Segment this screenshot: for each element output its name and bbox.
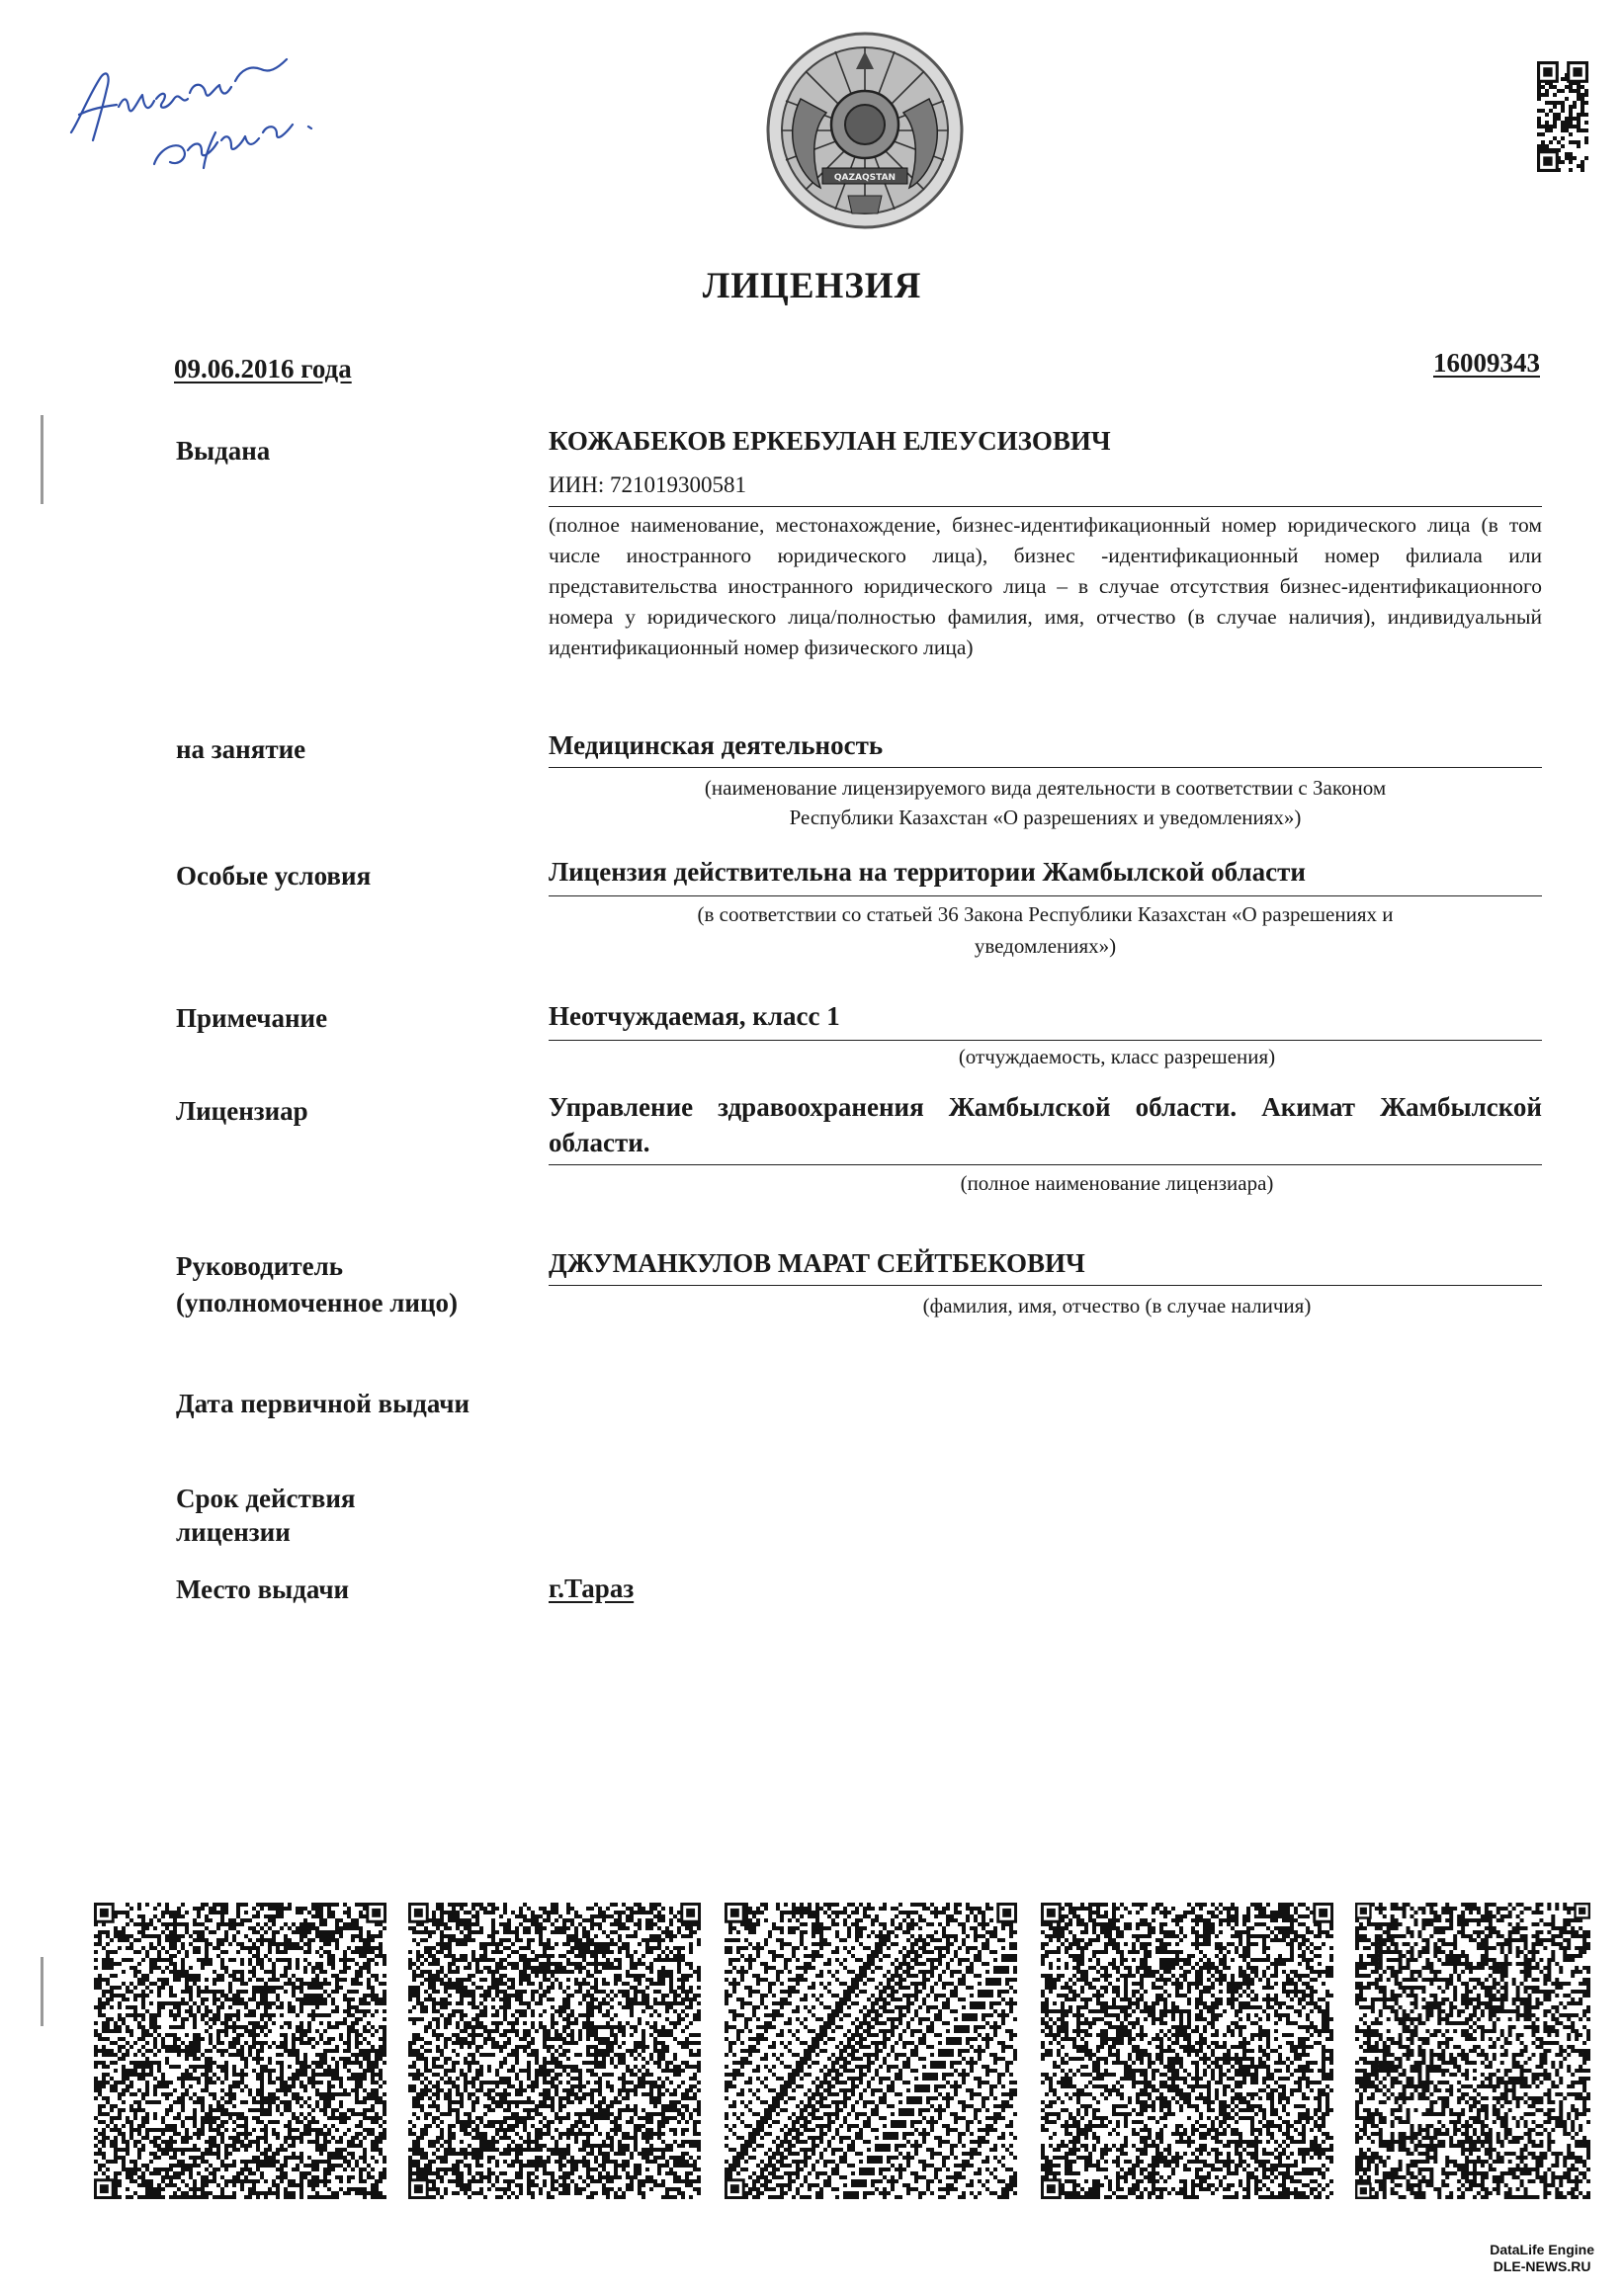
note-hint: (отчуждаемость, класс разрешения): [958, 1045, 1276, 1068]
qr-code-row: [94, 1903, 1591, 2199]
first-issue-label: Дата первичной выдачи: [176, 1389, 470, 1418]
watermark-line2: DLE-NEWS.RU: [1493, 2258, 1591, 2274]
qr-code-icon: [725, 1903, 1017, 2199]
validity-label-line2: лицензии: [176, 1517, 291, 1547]
field-underline: [549, 1285, 1542, 1286]
special-conditions-hint-line2: уведомлениях»): [974, 934, 1117, 958]
watermark-line1: DataLife Engine: [1490, 2242, 1594, 2257]
field-underline: [549, 1164, 1542, 1165]
licensor-label: Лицензиар: [176, 1096, 308, 1126]
qr-code-icon: [94, 1903, 386, 2199]
head-value: ДЖУМАНКУЛОВ МАРАТ СЕЙТБЕКОВИЧ: [549, 1248, 1085, 1278]
place-label: Место выдачи: [176, 1574, 350, 1604]
state-emblem-icon: [761, 30, 969, 232]
emblem-text: QAZAQSTAN: [833, 173, 897, 183]
qr-code-icon: [1537, 61, 1588, 172]
special-conditions-value: Лицензия действительна на территории Жамбылской области: [549, 857, 1306, 887]
head-label-line1: Руководитель: [176, 1251, 344, 1281]
document-title: ЛИЦЕНЗИЯ: [702, 266, 922, 306]
qr-code-icon: [1041, 1903, 1333, 2199]
issue-date: 09.06.2016 года: [174, 354, 352, 383]
special-conditions-label: Особые условия: [176, 861, 372, 891]
field-underline: [549, 767, 1542, 768]
license-number: 16009343: [1433, 348, 1540, 378]
validity-label-line1: Срок действия: [176, 1484, 356, 1513]
issued-to-label: Выдана: [176, 436, 271, 466]
field-underline: [549, 1040, 1542, 1041]
scan-edge-mark: [41, 1957, 43, 2026]
head-hint: (фамилия, имя, отчество (в случае наличия): [922, 1294, 1312, 1318]
watermark: [1490, 2242, 1594, 2275]
iin-value: ИИН: 721019300581: [549, 472, 746, 497]
field-underline: [549, 506, 1542, 507]
scan-edge-mark: [41, 415, 43, 504]
qr-code-icon: [1355, 1903, 1590, 2199]
licensor-hint: (полное наименование лицензиара): [960, 1171, 1274, 1195]
note-label: Примечание: [176, 1003, 328, 1033]
field-underline: [549, 895, 1542, 896]
note-value: Неотчуждаемая, класс 1: [549, 1001, 840, 1031]
activity-value: Медицинская деятельность: [549, 730, 884, 760]
head-label-line2: (уполномоченное лицо): [176, 1288, 459, 1318]
special-conditions-hint-line1: (в соответствии со статьей 36 Закона Республики Казахстан «О разрешениях и: [697, 902, 1394, 926]
licensor-value: Управление здравоохранения Жамбылской области. Акимат Жамбылской области.: [549, 1092, 1542, 1157]
activity-hint-line2: Республики Казахстан «О разрешениях и уведомлениях»): [789, 806, 1302, 829]
handwritten-annotation: [57, 30, 354, 188]
activity-hint-line1: (наименование лицензируемого вида деятельности в соответствии с Законом: [704, 776, 1387, 800]
issued-to-name: КОЖАБЕКОВ ЕРКЕБУЛАН ЕЛЕУСИЗОВИЧ: [549, 426, 1111, 456]
activity-label: на занятие: [176, 734, 306, 764]
place-value: г.Тараз: [549, 1573, 635, 1603]
qr-code-icon: [408, 1903, 701, 2199]
issued-to-hint: (полное наименование, местонахождение, бизнес-идентификационный номер юридического лица (в том числе иностранного юридического лица), бизнес -идентификационный номер филиала или представительства иностранного юридического лица – в случае отсутствия бизнес-идентификационного номера у юридического лица/полностью фамилия, имя, отчество (в случае наличия), индивидуальный идентификационный номер физического лица): [549, 513, 1542, 659]
